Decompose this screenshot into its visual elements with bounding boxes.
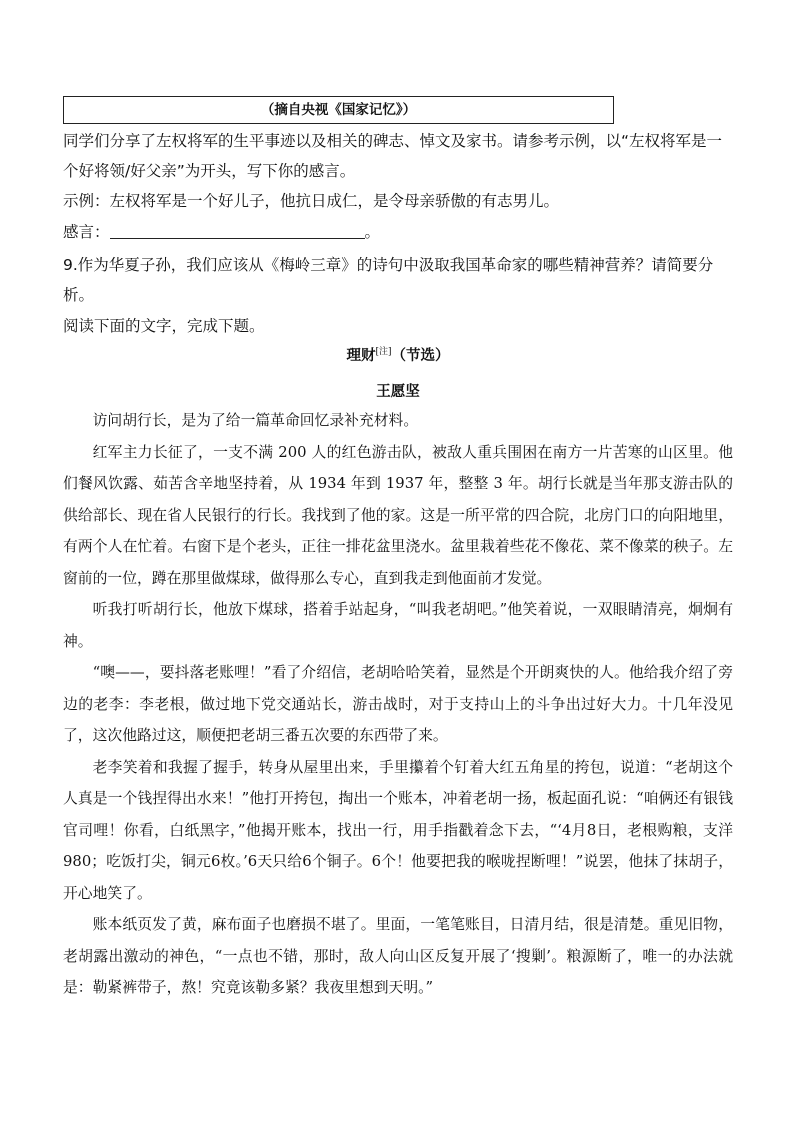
question-8-answer-line (63, 217, 733, 247)
article-paragraph: 老李笑着和我握了握手，转身从屋里出来，手里攥着个钉着大红五角星的挎包，说道：“老胡这个人真是一个钱捏得出水来！”他打开挎包，掏出一个账本，冲着老胡一扬，板起面孔说：“咱俩还有银钱官司哩！你看，白纸黑字，”他揭开账本，找出一行，用手指戳着念下去，“‘4月8日，老根购粮，支洋980；吃饭打尖，铜元6枚。’6天只给6个铜子。6个！他要把我的喉咙捏断哩！”说罢，他抹了抹胡子，开心地笑了。 (63, 758, 733, 902)
answer-blank[interactable] (110, 220, 365, 239)
answer-end: 。 (364, 223, 381, 241)
article-title-suffix: （节选） (391, 347, 450, 364)
article-body (63, 405, 733, 1004)
article-paragraph: 听我打听胡行长，他放下煤球，搭着手站起身，“叫我老胡吧。”他笑着说，一双眼睛清亮，炯炯有神。 (63, 601, 733, 650)
question-8-intro: 同学们分享了左权将军的生平事迹以及相关的碑志、悼文及家书。请参考示例，以“左权将军是一个好将领/好父亲”为开头，写下你的感言。 (63, 132, 723, 180)
source-citation-box: （摘自央视《国家记忆》） (63, 96, 614, 124)
article-paragraph: 红军主力长征了，一支不满 200 人的红色游击队，被敌人重兵围困在南方一片苦寒的山区里。他们餐风饮露、茹苦含辛地坚持着，从 1934 年到 1937 年，整整 3 年。胡行长就是当年那支游击队的供给部长、现在省人民银行的行长。我找到了他的家。这是一所平常的四合院，北房门口的向阳地里，有两个人在忙着。右窗下是个老头，正往一排花盆里浇水。盆里栽着些花不像花、菜不像菜的秧子。左窗前的一位，蹲在那里做煤球，做得那么专心，直到我走到他面前才发觉。 (63, 443, 733, 587)
article-title-text: 理财 (346, 347, 376, 364)
article-author: 王愿坚 (376, 383, 420, 400)
article-paragraph: “噢——，要抖落老账哩！”看了介绍信，老胡哈哈笑着，显然是个开朗爽快的人。他给我介绍了旁边的老李：李老根，做过地下党交通站长，游击战时，对于支持山上的斗争出过好大力。十几年没见了，这次他路过这，顺便把老胡三番五次要的东西带了来。 (63, 664, 733, 744)
article-paragraph: 访问胡行长，是为了给一篇革命回忆录补充材料。 (92, 412, 419, 429)
reading-instruction: 阅读下面的文字，完成下题。 (63, 317, 265, 335)
answer-label: 感言： (63, 223, 110, 241)
article-title (63, 344, 733, 365)
article-paragraph: 账本纸页发了黄，麻布面子也磨损不堪了。里面，一笔笔账目，日清月结，很是清楚。重见旧物，老胡露出激动的神色，“一点也不错，那时，敌人向山区反复开展了‘搜剿’。粮源断了，唯一的办法就是：勒紧裤带子，熬！究竟该勒多紧？我夜里想到天明。” (63, 916, 733, 996)
question-8-example: 示例：左权将军是一个好儿子，他抗日成仁，是令母亲骄傲的有志男儿。 (63, 192, 560, 210)
article-title-note: [注] (375, 347, 392, 357)
question-9: 9.作为华夏子孙，我们应该从《梅岭三章》的诗句中汲取我国革命家的哪些精神营养？请简要分析。 (63, 256, 714, 304)
